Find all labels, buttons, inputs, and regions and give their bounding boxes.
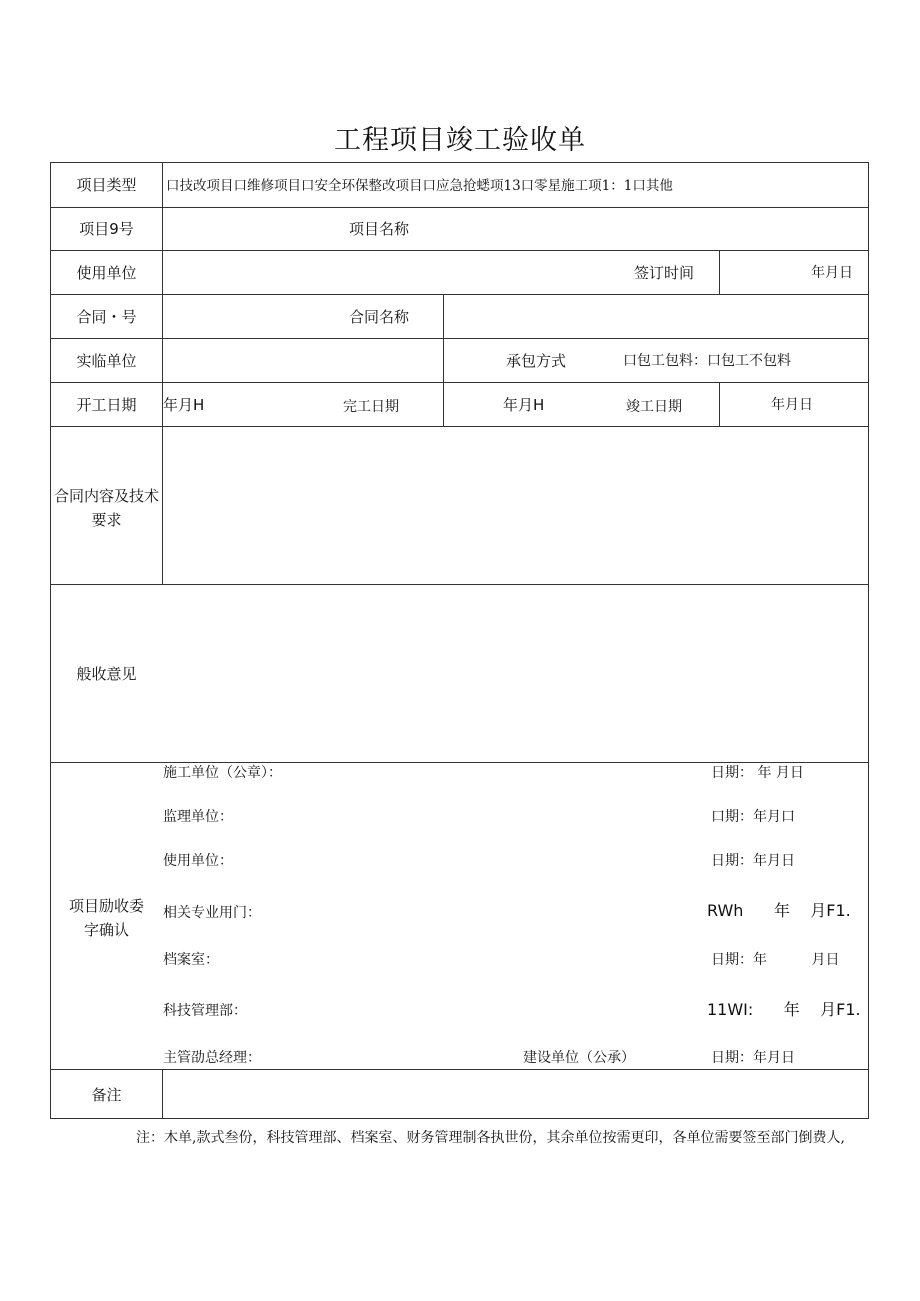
start-date-value[interactable]: 年月H <box>163 396 205 414</box>
sig-construction-owner: 建设单位（公承） <box>523 1050 635 1066</box>
sig-general-manager-date[interactable]: 日期：年月日 <box>711 1050 795 1066</box>
finish-date-label: 完工日期 <box>343 399 399 415</box>
project-name-label: 项目名称 <box>349 220 410 238</box>
remarks-area[interactable] <box>163 1070 868 1118</box>
project-type-options[interactable]: 口技改项目口维修项目口安全环保整改项目口应急抢蟋项13口零星施工项1：1口其他 <box>166 178 673 194</box>
sig-archive-date[interactable]: 日期：年 月日 <box>711 952 840 968</box>
contract-content-area[interactable] <box>163 427 868 584</box>
contract-content-label-line2: 要求 <box>91 511 122 529</box>
completion-date-value[interactable]: 年月日 <box>771 397 813 413</box>
sig-supervision-unit: 监理单位： <box>163 809 233 825</box>
sig-general-manager: 主管劭总经理： <box>163 1050 261 1066</box>
sig-related-date[interactable]: RWh 年 月F1. <box>707 901 851 920</box>
form-title: 工程项目竣工验收单 <box>334 125 586 156</box>
sig-supervision-date[interactable]: 口期：年月口 <box>711 809 795 825</box>
sig-tech-mgmt-date[interactable]: 11WI: 年 月F1. <box>707 1000 861 1019</box>
remarks-label: 备注 <box>91 1086 122 1104</box>
sig-archive-room: 档案室： <box>163 952 219 968</box>
signatures-label-line1: 项目励收委 <box>68 897 144 915</box>
sig-construction-date[interactable]: 日期： 年 月日 <box>711 765 804 781</box>
contract-no-label: 合同・号 <box>76 308 137 326</box>
project-type-label: 项目类型 <box>76 176 137 194</box>
sign-time-value[interactable]: 年月日 <box>811 265 853 281</box>
acceptance-opinion-label: 般收意见 <box>76 665 137 683</box>
finish-date-value[interactable]: 年月H <box>503 396 545 414</box>
sig-related-dept: 相关专业用门： <box>163 905 261 921</box>
impl-unit-label: 实临单位 <box>76 352 137 370</box>
acceptance-form <box>50 162 869 1119</box>
sig-construction-unit: 施工单位（公章）： <box>163 765 282 781</box>
sig-tech-mgmt: 科技管理部： <box>163 1003 247 1019</box>
contract-content-label-line1: 合同内容及技术 <box>53 487 159 505</box>
sign-time-label: 签订时间 <box>634 264 695 282</box>
contract-name-label: 合同名称 <box>349 308 410 326</box>
completion-date-label: 竣工日期 <box>626 399 682 415</box>
acceptance-opinion-area[interactable] <box>51 585 868 762</box>
footnote: 注：木单,款式叁份，科技管理部、档案室、财务管理制各执世份，其余单位按需更印，各单位需要签至部门倒费人, <box>136 1130 845 1146</box>
sig-user-unit: 使用单位： <box>163 853 233 869</box>
start-date-label: 开工日期 <box>76 396 137 414</box>
user-unit-label: 使用单位 <box>76 264 137 282</box>
sig-user-date[interactable]: 日期：年月日 <box>711 853 795 869</box>
signatures-label-line2: 字确认 <box>83 921 129 939</box>
project-no-label: 项目9号 <box>79 220 134 238</box>
contract-mode-options[interactable]: 口包工包料：口包工不包料 <box>623 353 791 369</box>
contract-mode-label: 承包方式 <box>506 352 567 370</box>
